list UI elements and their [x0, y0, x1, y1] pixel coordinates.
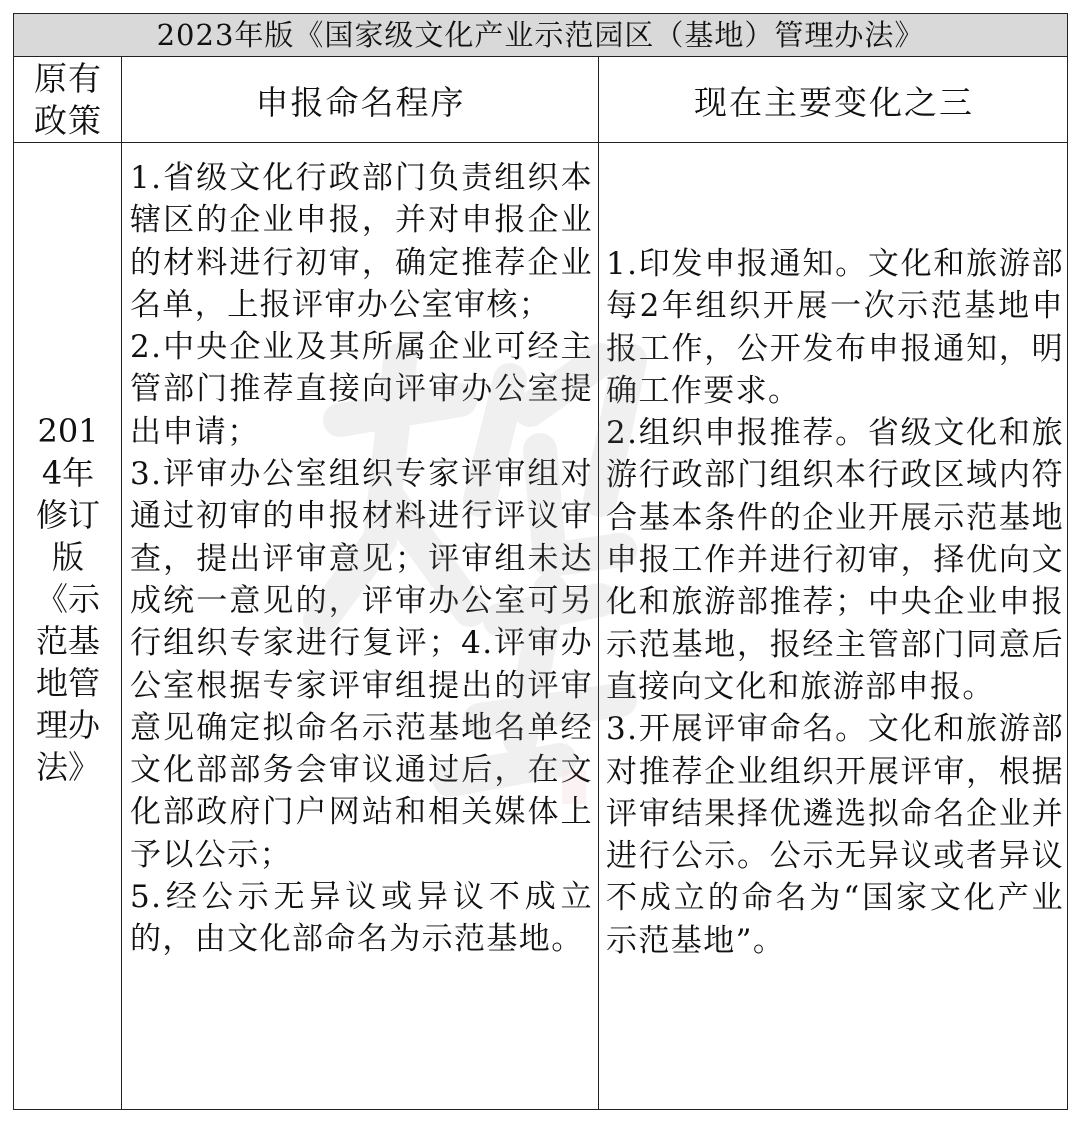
policy-name: 2014年修订版《示范基地管理办法》	[35, 412, 100, 786]
header-application-procedure: 申报命名程序	[255, 82, 466, 122]
old-procedure-cell	[130, 143, 593, 961]
column-divider-2	[598, 57, 599, 1109]
table-title: 2023年版《国家级文化产业示范园区（基地）管理办法》	[13, 13, 1068, 57]
new-procedure-step: 2.组织申报推荐。省级文化和旅游行政部门组织本行政区域内符合基本条件的企业开展示范基地申报工作并进行初审，择优向文化和旅游部推荐；中央企业申报示范基地，报经主管部门同意后直接向文化和旅游部申报。	[606, 415, 1064, 705]
old-procedure-step: 5.经公示无异议或异议不成立的，由文化部命名为示范基地。	[130, 879, 593, 958]
policy-name-cell	[14, 143, 122, 1111]
old-procedure-step: 2.中央企业及其所属企业可经主管部门推荐直接向评审办公室提出申请；	[130, 329, 593, 450]
new-procedure-cell	[606, 143, 1064, 962]
header-original-policy-line1: 原有	[34, 59, 102, 98]
header-main-changes: 现在主要变化之三	[694, 82, 974, 122]
new-procedure-step: 3.开展评审命名。文化和旅游部对推荐企业组织开展评审，根据评审结果择优遴选拟命名企业并进行公示。公示无异议或者异议不成立的命名为“国家文化产业示范基地”。	[606, 711, 1064, 959]
old-procedure-step: 3.评审办公室组织专家评审组对通过初审的申报材料进行评议审查，提出评审意见；评审组未达成统一意见的，评审办公室可另行组织专家进行复评；4.评审办公室根据专家评审组提出的评审意见确定拟命名示范基地名单经文化部部务会审议通过后，在文化部政府门户网站和相关媒体上予以公示；	[130, 456, 593, 873]
old-procedure-step: 1.省级文化行政部门负责组织本辖区的企业申报，并对申报企业的材料进行初审，确定推荐企业名单，上报评审办公室审核；	[130, 160, 593, 323]
new-procedure-step: 1.印发申报通知。文化和旅游部每2年组织开展一次示范基地申报工作，公开发布申报通知，明确工作要求。	[606, 246, 1064, 409]
comparison-table	[13, 56, 1068, 1110]
header-original-policy-line2: 政策	[34, 101, 102, 140]
header-original-policy	[14, 57, 122, 143]
